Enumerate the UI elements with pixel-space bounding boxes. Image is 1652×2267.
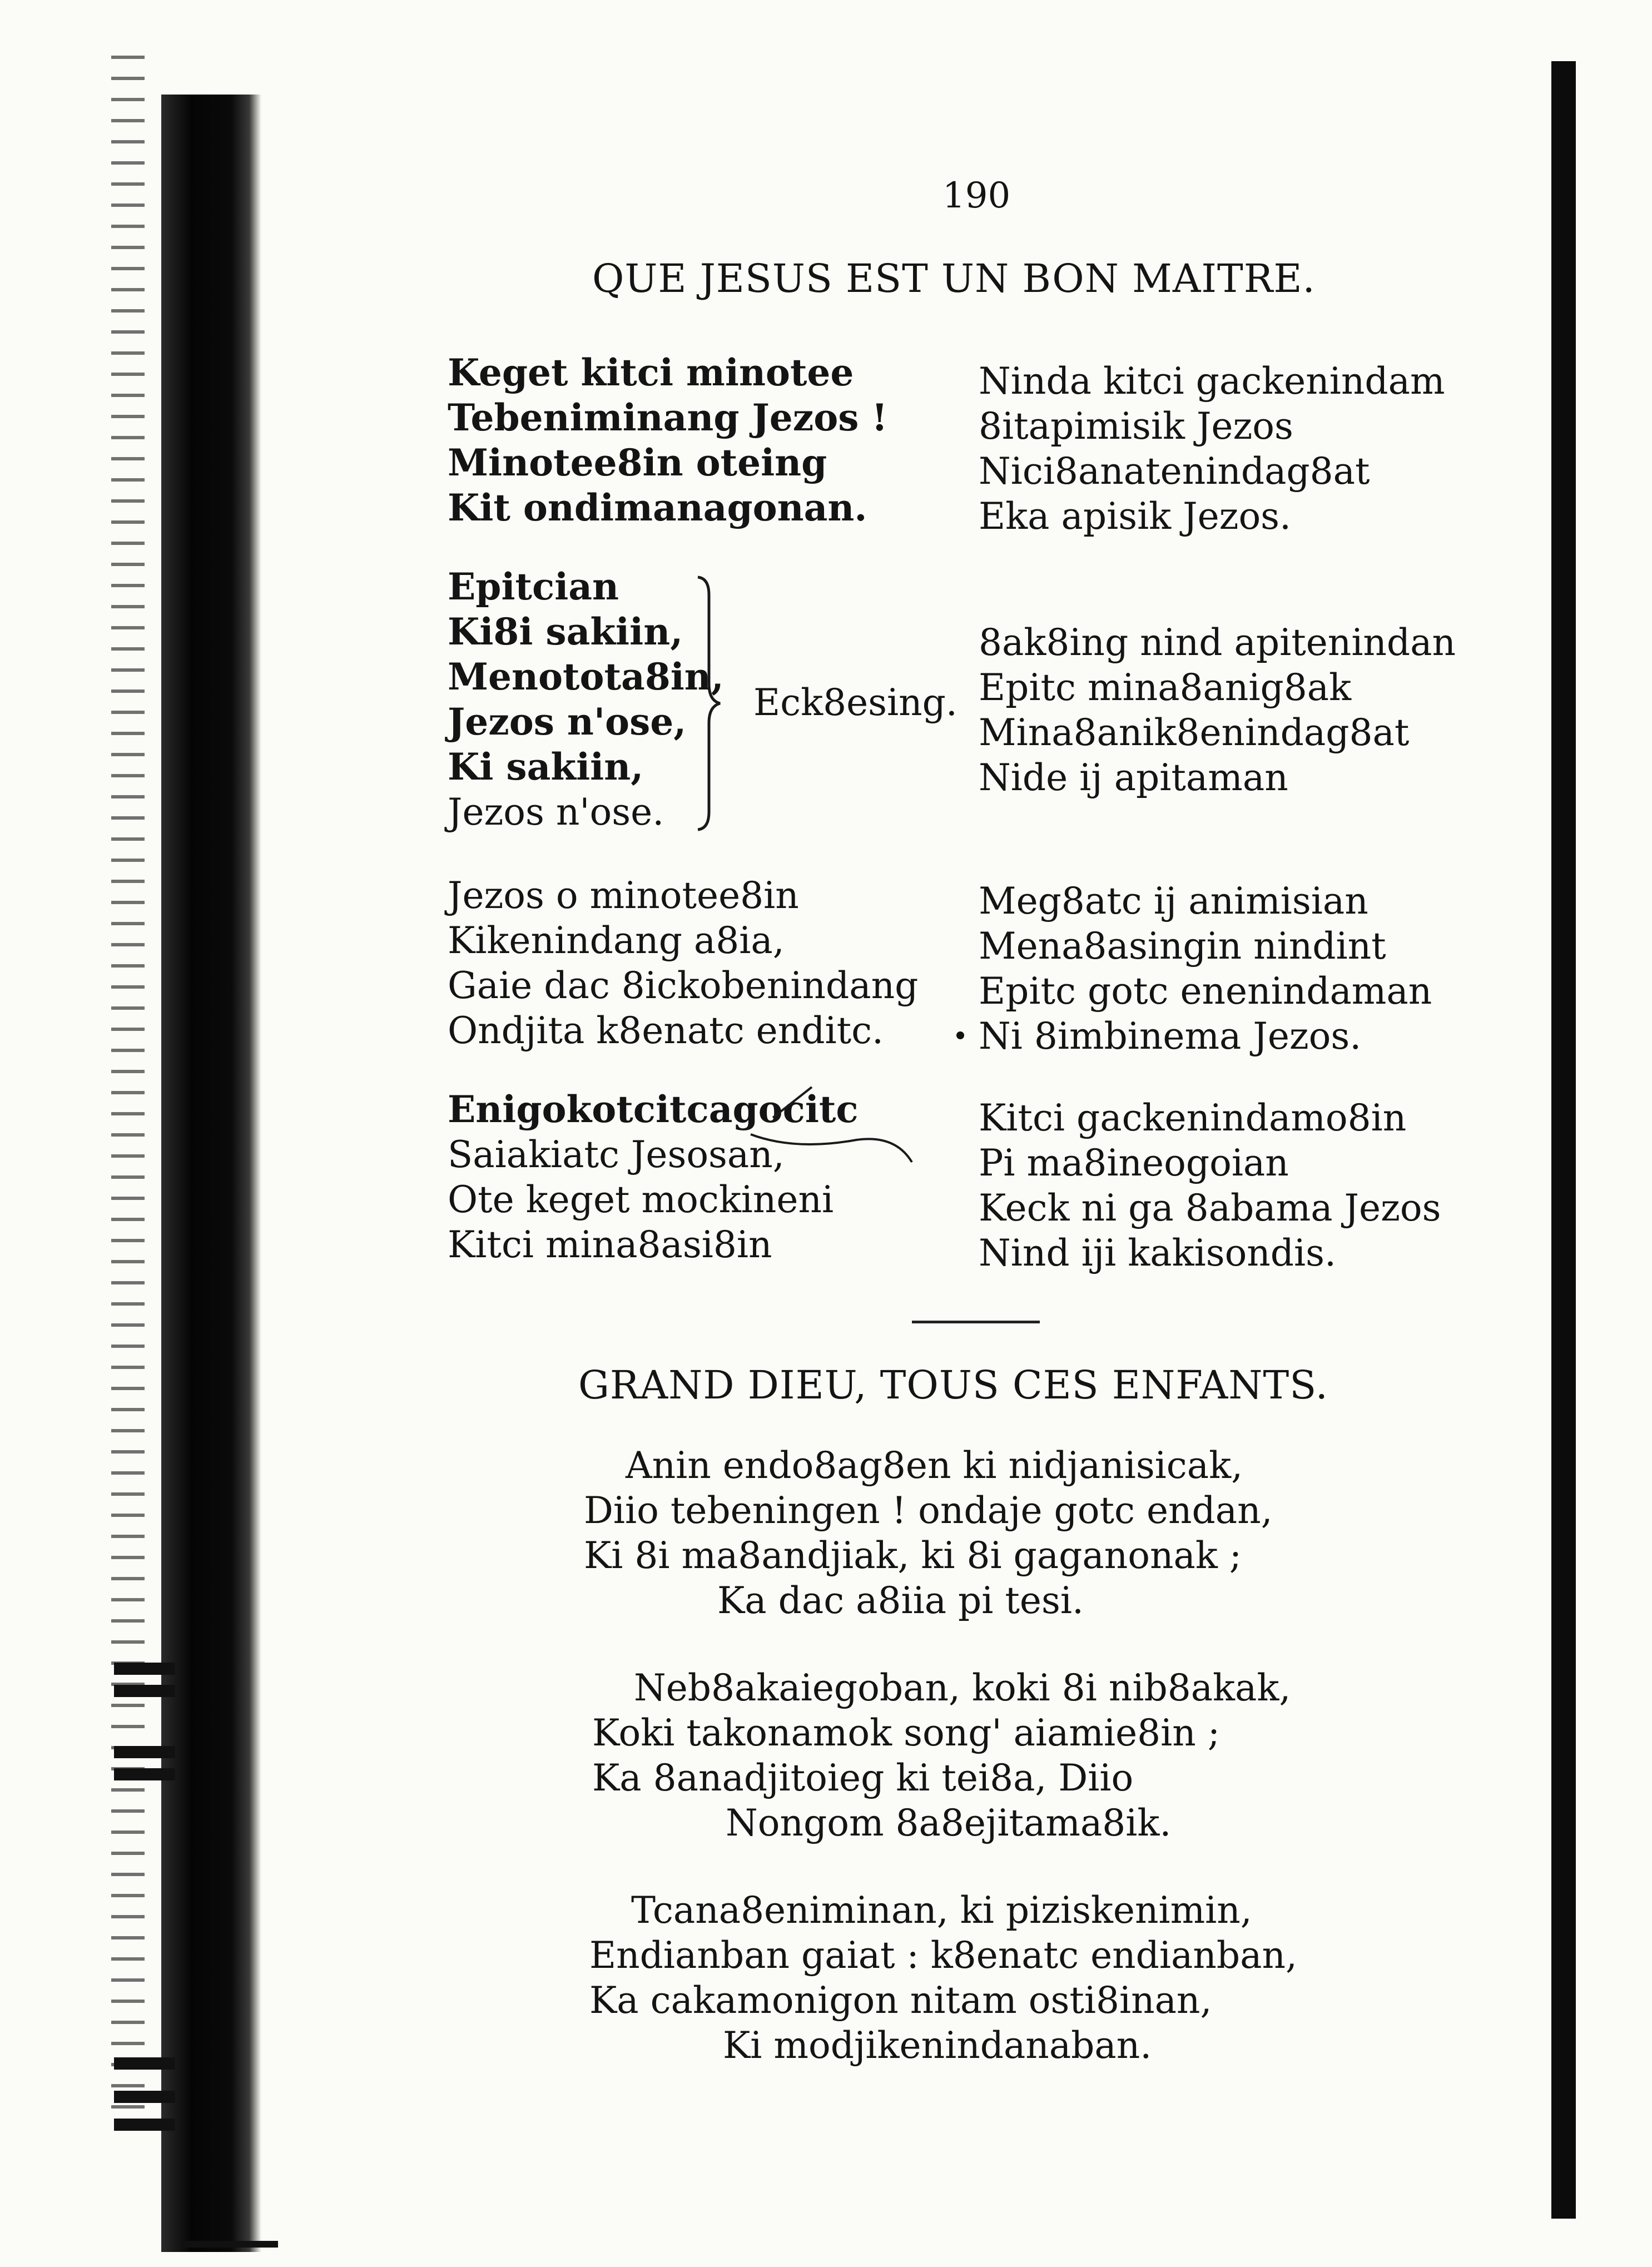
refrain-label: Eck8esing. — [753, 681, 958, 724]
verse-line: Ka dac a8iia pi tesi. — [717, 1579, 1084, 1622]
stanza-4-right — [979, 1095, 1441, 1276]
verse-line: Nind iji kakisondis. — [979, 1232, 1337, 1274]
verse-line: Enigokotcitcagocitc — [448, 1088, 859, 1131]
verse-line: Pi ma8ineogoian — [979, 1142, 1289, 1184]
verse-line: Jezos n'ose. — [448, 791, 664, 834]
section-divider — [912, 1321, 1040, 1323]
verse-line: Gaie dac 8ickobenindang — [448, 964, 919, 1007]
verse-line: Koki takonamok song' aiamie8in ; — [592, 1712, 1220, 1754]
stanza-2-left — [448, 564, 724, 835]
verse-line: Menotota8in, — [448, 655, 724, 698]
verse-line: Ni 8imbinema Jezos. — [979, 1015, 1362, 1058]
scan-binding-mark — [114, 1663, 175, 1675]
scan-binding-mark — [114, 2057, 175, 2070]
verse-line: Nide ij apitaman — [979, 756, 1288, 799]
verse-line: Epitc mina8anig8ak — [979, 666, 1352, 709]
verse-line: Kikenindang a8ia, — [448, 919, 785, 962]
verse-line: Nongom 8a8ejitama8ik. — [726, 1802, 1172, 1844]
scan-binding-mark — [114, 1746, 175, 1758]
hymn2-stanza-3 — [589, 1888, 1297, 2068]
scan-right-edge — [1551, 61, 1576, 2219]
stanza-1-left — [448, 350, 887, 530]
scan-bottom-edge — [183, 2241, 278, 2248]
verse-line: Ki modjikenindanaban. — [723, 2024, 1152, 2067]
hymn2-stanza-1 — [584, 1443, 1273, 1623]
hymn-title: QUE JESUS EST UN BON MAITRE. — [592, 256, 1316, 301]
scan-binding-mark — [114, 2091, 175, 2103]
verse-line: Ka cakamonigon nitam osti8inan, — [589, 1979, 1212, 2022]
verse-line: Tcana8eniminan, ki piziskenimin, — [631, 1889, 1252, 1932]
stanza-3-right — [979, 879, 1432, 1059]
verse-line: Tebeniminang Jezos ! — [448, 396, 888, 439]
verse-line: 8ak8ing nind apitenindan — [979, 621, 1456, 664]
hymn2-stanza-2 — [592, 1665, 1291, 1846]
verse-line: Meg8atc ij animisian — [979, 880, 1368, 922]
verse-line: Ote keget mockineni — [448, 1178, 834, 1221]
brace-symbol — [692, 573, 726, 834]
verse-line: Ka 8anadjitoieg ki tei8a, Diio — [592, 1757, 1134, 1799]
verse-line: Diio tebeningen ! ondaje gotc endan, — [584, 1489, 1273, 1532]
verse-line: Jezos n'ose, — [448, 700, 687, 743]
verse-line: Epitc gotc enenindaman — [979, 970, 1432, 1013]
page-number: 190 — [942, 175, 1011, 216]
verse-line: Kit ondimanagonan. — [448, 486, 867, 529]
verse-line: Nici8anatenindag8at — [979, 450, 1370, 493]
stanza-3-left — [448, 873, 918, 1053]
scan-binding-speckle — [111, 56, 145, 2113]
scan-binding-mark — [114, 2119, 175, 2131]
verse-line: Ki sakiin, — [448, 745, 644, 788]
scan-binding-mark — [114, 1768, 175, 1780]
verse-line: Neb8akaiegoban, koki 8i nib8akak, — [634, 1666, 1291, 1709]
verse-line: Mina8anik8enindag8at — [979, 711, 1410, 754]
scan-binding-shadow — [161, 95, 261, 2252]
hymn-title: GRAND DIEU, TOUS CES ENFANTS. — [578, 1362, 1328, 1408]
stanza-1-right — [979, 359, 1445, 539]
verse-line: Keck ni ga 8abama Jezos — [979, 1187, 1441, 1229]
stanza-2-right — [979, 620, 1456, 800]
verse-line: Mena8asingin nindint — [979, 925, 1386, 968]
verse-line: Epitcian — [448, 565, 619, 608]
verse-line: Kitci gackenindamo8in — [979, 1097, 1407, 1139]
verse-line: Ki8i sakiin, — [448, 610, 683, 653]
verse-line: Ondjita k8enatc enditc. — [448, 1009, 884, 1052]
verse-line: Anin endo8ag8en ki nidjanisicak, — [626, 1444, 1243, 1487]
verse-line: 8itapimisik Jezos — [979, 405, 1293, 448]
verse-line: Jezos o minotee8in — [448, 874, 799, 917]
verse-line: Minotee8in oteing — [448, 441, 827, 484]
scan-binding-mark — [114, 1685, 175, 1697]
verse-line: Endianban gaiat : k8enatc endianban, — [589, 1934, 1297, 1977]
verse-line: Saiakiatc Jesosan, — [448, 1133, 785, 1176]
verse-line: Keget kitci minotee — [448, 351, 854, 394]
verse-line: Kitci mina8asi8in — [448, 1223, 772, 1266]
verse-line: Ki 8i ma8andjiak, ki 8i gaganonak ; — [584, 1534, 1242, 1577]
verse-line: Eka apisik Jezos. — [979, 495, 1292, 538]
ink-dot — [956, 1031, 964, 1039]
handwritten-stroke — [728, 1079, 973, 1179]
verse-line: Ninda kitci gackenindam — [979, 360, 1445, 403]
